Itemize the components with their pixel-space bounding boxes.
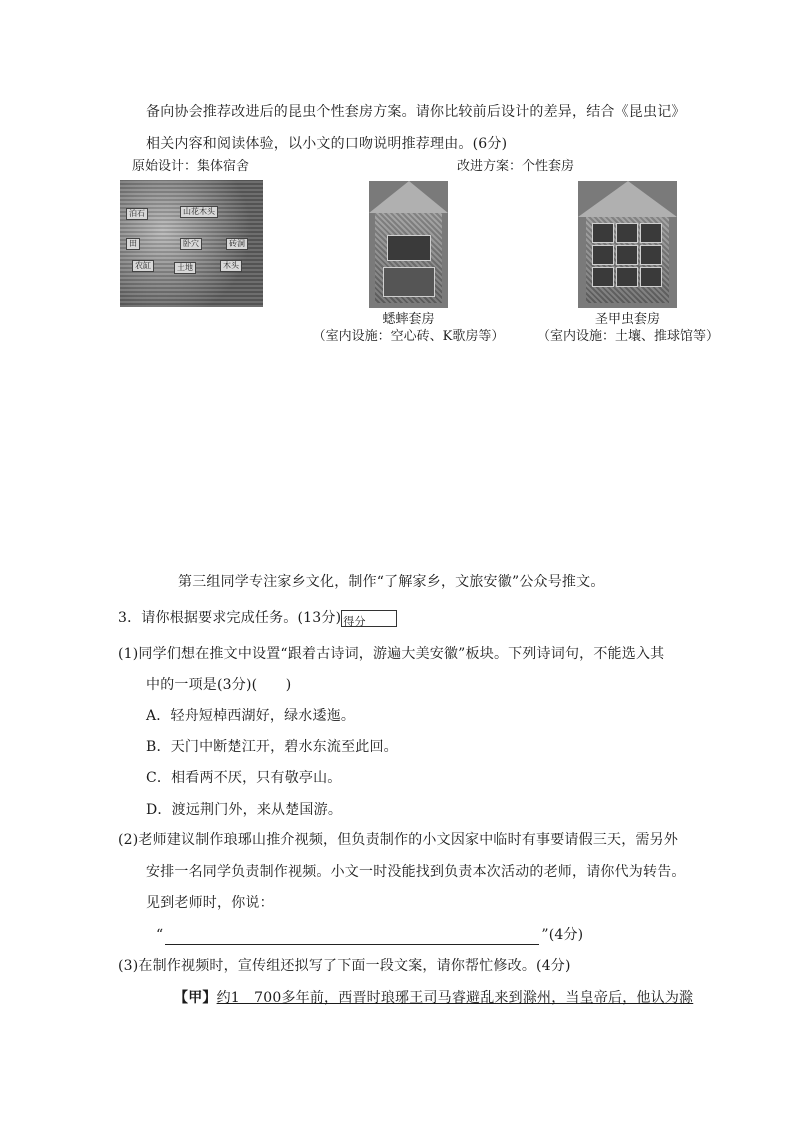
dorm-cell: 卧穴 [180,238,202,250]
jia-text: 约1 700多年前，西晋时琅琊王司马睿避乱来到滁州，当皇帝后，他认为滁 [216,990,694,1006]
dorm-photo [120,180,263,307]
option-c[interactable]: C．相看两不厌，只有敬亭山。 [146,770,342,786]
section3-intro: 第三组同学专注家乡文化，制作“了解家乡，文旅安徽”公众号推文。 [178,574,605,590]
open-quote: “ [156,927,164,943]
beetle-caption: 圣甲虫套房 [594,312,660,327]
score-box[interactable] [341,610,397,627]
beetle-note: （室内设施：土壤、推球馆等） [536,329,719,344]
cricket-caption: 蟋蟀套房 [382,312,435,327]
jia-paragraph [174,988,693,1008]
dorm-cell: 农缸 [132,260,154,272]
intro-line-1: 备向协会推荐改进后的昆虫个性套房方案。请你比较前后设计的差异，结合《昆虫记》 [146,104,686,120]
jia-label: 【甲】 [174,990,217,1006]
q2-answer-line [156,925,583,945]
q1-line-1: (1)同学们想在推文中设置“跟着古诗词，游遍大美安徽”板块。下列诗词句，不能选入其 [118,646,665,662]
q2-line-2: 安排一名同学负责制作视频。小文一时没能找到负责本次活动的老师，请你代为转告。 [146,864,686,880]
improved-design-label: 改进方案：个性套房 [457,159,575,174]
intro-line-2: 相关内容和阅读体验，以小文的口吻说明推荐理由。(6分) [146,136,508,152]
dorm-cell: 泊石 [126,208,148,220]
cricket-house-photo [369,181,448,308]
q2-line-1: (2)老师建议制作琅琊山推介视频，但负责制作的小文因家中临时有事要请假三天，需另外 [118,832,679,848]
score-label: 得分 [343,614,366,628]
option-a[interactable]: A．轻舟短棹西湖好，绿水逶迤。 [146,708,356,724]
original-design-label: 原始设计：集体宿舍 [132,159,250,174]
close-quote-score: ”(4分) [541,927,584,943]
dorm-cell: 木头 [220,260,242,272]
beetle-house-photo [578,181,677,308]
option-b[interactable]: B．天门中断楚江开，碧水东流至此回。 [146,739,398,755]
cricket-note: （室内设施：空心砖、K歌房等） [312,329,505,344]
option-d[interactable]: D．渡远荆门外，来从楚国游。 [146,802,343,818]
q3-line-1: (3)在制作视频时，宣传组还拟写了下面一段文案，请你帮忙修改。(4分) [118,958,571,974]
task-3-heading [118,608,397,628]
dorm-cell: 砖洞 [226,238,248,250]
dorm-cell: 田 [126,238,140,250]
task-3-text: 3．请你根据要求完成任务。(13分) [118,610,342,626]
answer-blank[interactable] [165,930,539,945]
q2-line-3: 见到老师时，你说： [146,895,274,911]
dorm-cell: 土地 [174,262,196,274]
dorm-cell: 山花木头 [180,206,218,218]
q1-line-2: 中的一项是(3分)( ) [146,677,292,693]
